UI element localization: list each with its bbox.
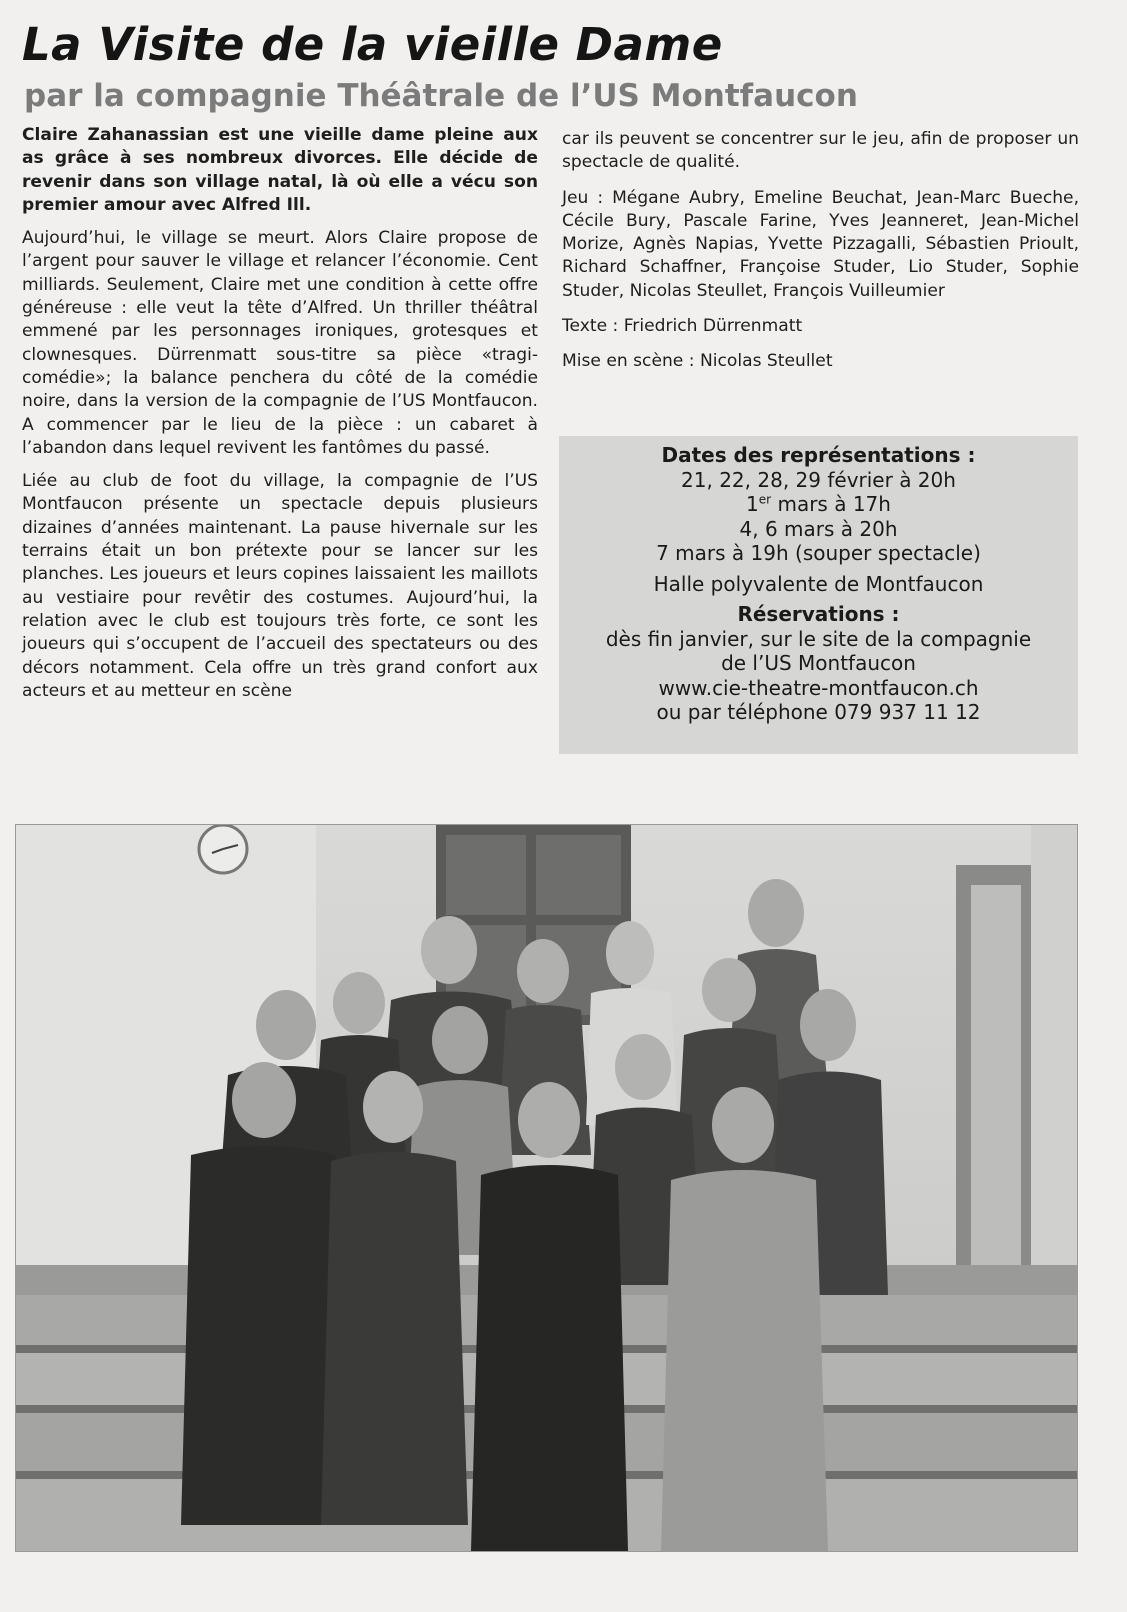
performance-dates-box bbox=[559, 436, 1078, 754]
venue: Halle polyvalente de Montfaucon bbox=[653, 571, 984, 596]
date-line-1: 21, 22, 28, 29 février à 20h bbox=[681, 467, 956, 492]
reservations-heading: Réservations : bbox=[737, 602, 900, 626]
left-column bbox=[22, 124, 538, 713]
date-line-2-rest: mars à 17h bbox=[771, 492, 891, 516]
reservations-phone: ou par téléphone 079 937 11 12 bbox=[656, 700, 981, 724]
cast-label: Jeu : bbox=[562, 187, 604, 208]
group-photo bbox=[15, 824, 1078, 1552]
article-subtitle: par la compagnie Théâtrale de l’US Montfaucon bbox=[24, 78, 858, 114]
date-line-2-day: 1 bbox=[746, 492, 759, 516]
wall-clock-icon bbox=[199, 825, 247, 873]
reservations-line-2: de l’US Montfaucon bbox=[721, 651, 916, 675]
reservations-url: www.cie-theatre-montfaucon.ch bbox=[658, 675, 979, 700]
group-photo-illustration bbox=[16, 825, 1077, 1551]
direction-credits bbox=[562, 350, 1079, 373]
body-paragraph-1: Aujourd’hui, le village se meurt. Alors Claire propose de l’argent pour sauver le village et relancer l’économie. Cent milliards. Seulement, Claire met une condition à cette offre généreuse : elle veut la tête d’Alfred. Un thriller théâtral emmené par les personnages ironiques, grotesques et clownesques. Dürrenmatt sous-titre sa pièce «tragi-comédie»; la balance penchera du côté de la comédie noire, dans la version de la compagnie de l’US Montfaucon. A commencer par le lieu de la pièce : un cabaret à l’abandon dans lequel revivent les fantômes du passé. bbox=[22, 228, 538, 458]
article-title: La Visite de la vieille Dame bbox=[22, 18, 723, 71]
cast-credits bbox=[562, 187, 1079, 303]
right-doorway bbox=[956, 825, 1077, 1295]
date-line-2 bbox=[559, 492, 1078, 517]
text-credits bbox=[562, 315, 1079, 338]
cast-list: Mégane Aubry, Emeline Beuchat, Jean-Marc Bueche, Cécile Bury, Pascale Farine, Yves Jeanneret, Jean-Michel Morize, Agnès Napias, Yvette Pizzagalli, Sébastien Prioult, Richard Schaffner, Françoise Studer, Lio Studer, Sophie Studer, Nicolas Steullet, François Vuilleumier bbox=[562, 187, 1079, 301]
right-column bbox=[562, 128, 1079, 386]
date-line-4: 7 mars à 19h (souper spectacle) bbox=[656, 541, 981, 565]
text-label: Texte : bbox=[562, 316, 619, 337]
body-paragraph-2: Liée au club de foot du village, la compagnie de l’US Montfaucon présente un spectacle depuis plusieurs dizaines d’années maintenant. La pause hivernale sur les terrains était un bon prétexte pour se lancer sur les planches. Les joueurs et leurs copines laissaient les maillots au vestiaire pour revêtir des costumes. Aujourd’hui, la relation avec le club est toujours très forte, ce sont les joueurs qui s’occupent de l’accueil des spectateurs ou des décors notamment. Cela offre un très grand confort aux acteurs et au metteur en scène bbox=[22, 471, 538, 701]
lead-paragraph: Claire Zahanassian est une vieille dame pleine aux as grâce à ses nombreux divorces. Elle décide de revenir dans son village natal, là où elle a vécu son premier amour avec Alfred Ill. bbox=[22, 125, 538, 215]
text-author: Friedrich Dürrenmatt bbox=[623, 316, 803, 337]
date-line-2-ordinal: er bbox=[758, 492, 772, 507]
date-line-3: 4, 6 mars à 20h bbox=[739, 516, 898, 541]
reservations-line-1: dès fin janvier, sur le site de la compagnie bbox=[605, 626, 1032, 651]
direction-label: Mise en scène : bbox=[562, 351, 695, 372]
director-name: Nicolas Steullet bbox=[699, 351, 833, 372]
body-paragraph-2-continued: car ils peuvent se concentrer sur le jeu, afin de proposer un spectacle de qualité. bbox=[562, 129, 1079, 173]
dates-heading: Dates des représentations : bbox=[661, 443, 976, 467]
